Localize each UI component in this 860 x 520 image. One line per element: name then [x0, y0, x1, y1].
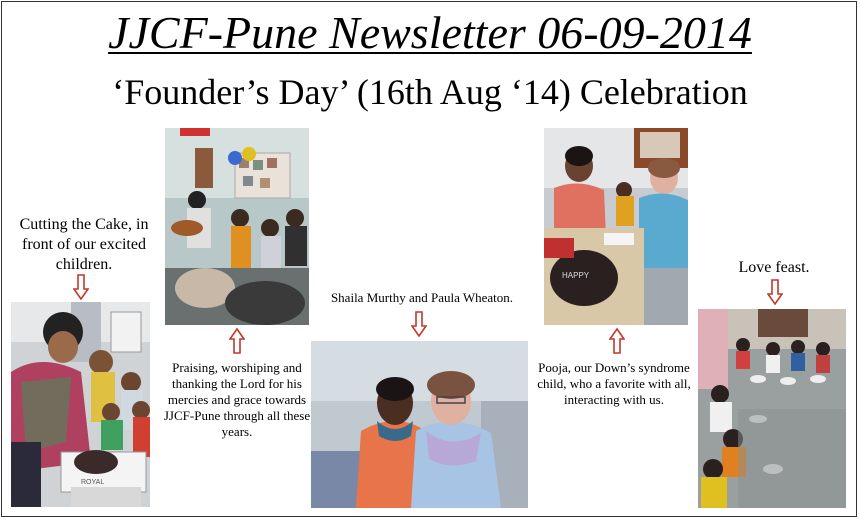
- newsletter-title: JJCF-Pune Newsletter 06-09-2014: [108, 7, 752, 58]
- down-arrow-icon: [411, 311, 427, 337]
- cake-letters-text: HAPPY: [562, 271, 590, 280]
- photo-shaila-paula: [311, 341, 528, 508]
- photo-love-feast: [698, 309, 846, 508]
- photo-pooja: [544, 128, 688, 325]
- cake-shirt-text: ROYAL: [81, 479, 105, 486]
- caption-shaila-paula: Shaila Murthy and Paula Wheaton.: [330, 290, 514, 305]
- caption-love-feast: Love feast.: [738, 259, 810, 276]
- down-arrow-icon: [73, 274, 89, 300]
- up-arrow-icon: [609, 328, 625, 354]
- newsletter-subtitle: ‘Founder’s Day’ (16th Aug ‘14) Celebration: [112, 72, 748, 112]
- caption-praising: Praising, worshiping and thanking the Lord for his mercies and grace towards JJCF-Pune through all these years.: [163, 360, 311, 439]
- caption-cutting-cake: Cutting the Cake, in front of our excited children.: [19, 216, 149, 273]
- down-arrow-icon: [767, 279, 783, 305]
- caption-pooja: Pooja, our Down’s syndrome child, who a favorite with all, interacting with us.: [537, 360, 691, 407]
- up-arrow-icon: [229, 328, 245, 354]
- photo-cake-cutting: [11, 302, 150, 507]
- photo-praising: [165, 128, 309, 325]
